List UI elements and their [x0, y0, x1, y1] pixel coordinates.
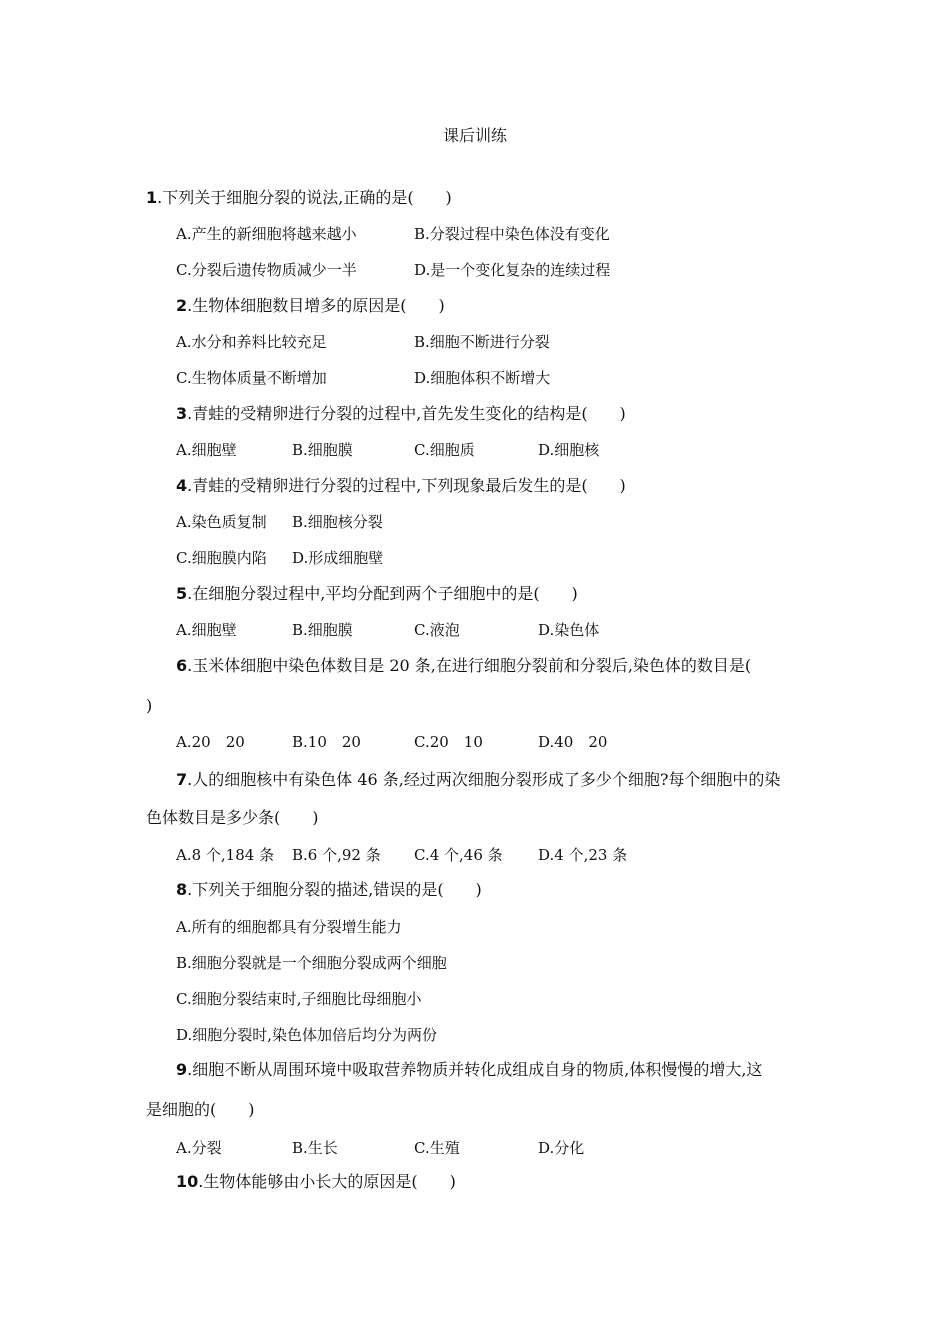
page-title: 课后训练	[442, 126, 507, 145]
question-9	[176, 1060, 762, 1080]
option-c: C.分裂后遗传物质减少一半	[176, 261, 357, 279]
option-a: A.细胞壁	[176, 441, 237, 459]
question-2	[176, 296, 445, 316]
question-7-continuation: 色体数目是多少条( )	[146, 808, 319, 827]
option-c: C.细胞膜内陷	[176, 549, 267, 567]
question-6-continuation: )	[146, 696, 153, 715]
option-a: A.水分和养料比较充足	[176, 333, 327, 351]
option-b: B.细胞不断进行分裂	[414, 333, 550, 351]
option-a: A.细胞壁	[176, 621, 237, 639]
question-text: .在细胞分裂过程中,平均分配到两个子细胞中的是( )	[187, 584, 578, 603]
option-a: A.染色质复制	[176, 513, 267, 531]
option-c: C.细胞分裂结束时,子细胞比母细胞小	[176, 990, 422, 1008]
option-d: D.细胞分裂时,染色体加倍后均分为两份	[176, 1026, 438, 1044]
question-9-continuation: 是细胞的( )	[146, 1100, 255, 1119]
question-text: .下列关于细胞分裂的描述,错误的是( )	[187, 880, 482, 899]
question-text: .青蛙的受精卵进行分裂的过程中,下列现象最后发生的是( )	[187, 476, 626, 495]
question-1	[146, 188, 452, 208]
question-number: 8	[176, 880, 188, 899]
question-text: .生物体能够由小长大的原因是( )	[198, 1172, 456, 1191]
option-a: A.20 20	[176, 733, 245, 751]
option-a: A.8 个,184 条	[176, 846, 275, 864]
question-text: .生物体细胞数目增多的原因是( )	[187, 296, 445, 315]
question-number: 1	[146, 188, 158, 207]
option-d: D.分化	[538, 1139, 585, 1157]
option-d: D.形成细胞壁	[292, 549, 384, 567]
question-6	[176, 656, 751, 676]
option-d: D.40 20	[538, 733, 608, 751]
question-text: .青蛙的受精卵进行分裂的过程中,首先发生变化的结构是( )	[187, 404, 626, 423]
option-b: B.细胞膜	[292, 441, 353, 459]
option-b: B.细胞膜	[292, 621, 353, 639]
option-c: C.细胞质	[414, 441, 475, 459]
question-number: 9	[176, 1060, 188, 1079]
question-text: .细胞不断从周围环境中吸取营养物质并转化成组成自身的物质,体积慢慢的增大,这	[187, 1060, 763, 1079]
option-d: D.染色体	[538, 621, 600, 639]
question-4	[176, 476, 626, 496]
option-c: C.4 个,46 条	[414, 846, 503, 864]
option-b: B.10 20	[292, 733, 361, 751]
question-text: .玉米体细胞中染色体数目是 20 条,在进行细胞分裂前和分裂后,染色体的数目是(	[187, 656, 752, 675]
question-5	[176, 584, 578, 604]
option-b: B.细胞分裂就是一个细胞分裂成两个细胞	[176, 954, 447, 972]
option-c: C.生殖	[414, 1139, 460, 1157]
question-3	[176, 404, 626, 424]
question-number: 5	[176, 584, 188, 603]
question-number: 3	[176, 404, 188, 423]
option-d: D.细胞体积不断增大	[414, 369, 551, 387]
question-text: .下列关于细胞分裂的说法,正确的是( )	[157, 188, 452, 207]
question-number: 7	[176, 770, 188, 789]
question-7	[176, 770, 780, 790]
question-text: .人的细胞核中有染色体 46 条,经过两次细胞分裂形成了多少个细胞?每个细胞中的染	[187, 770, 781, 789]
question-10	[176, 1172, 456, 1192]
option-a: A.产生的新细胞将越来越小	[176, 225, 357, 243]
question-number: 10	[176, 1172, 199, 1191]
question-number: 6	[176, 656, 188, 675]
option-c: C.20 10	[414, 733, 483, 751]
option-b: B.生长	[292, 1139, 338, 1157]
option-b: B.细胞核分裂	[292, 513, 383, 531]
option-b: B.6 个,92 条	[292, 846, 381, 864]
option-d: D.是一个变化复杂的连续过程	[414, 261, 611, 279]
question-number: 4	[176, 476, 188, 495]
option-d: D.细胞核	[538, 441, 600, 459]
option-d: D.4 个,23 条	[538, 846, 628, 864]
option-a: A.所有的细胞都具有分裂增生能力	[176, 918, 402, 936]
option-a: A.分裂	[176, 1139, 222, 1157]
question-8	[176, 880, 482, 900]
option-b: B.分裂过程中染色体没有变化	[414, 225, 610, 243]
question-number: 2	[176, 296, 188, 315]
option-c: C.液泡	[414, 621, 460, 639]
option-c: C.生物体质量不断增加	[176, 369, 327, 387]
